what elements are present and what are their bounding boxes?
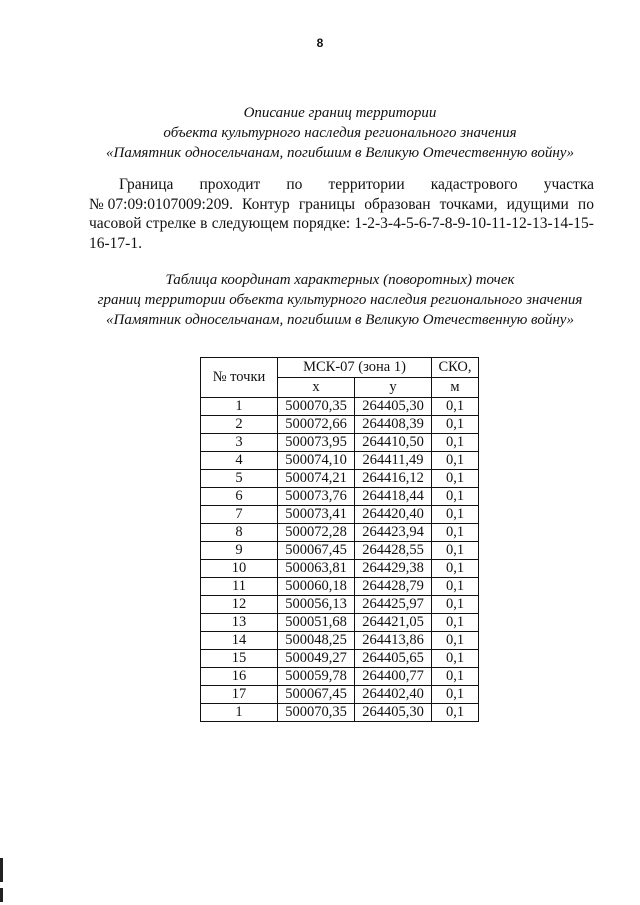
paragraph-word: по — [286, 176, 303, 193]
description-heading-line: объекта культурного наследия регионального значения — [163, 125, 517, 141]
paragraph-word: 16-17-1. — [89, 234, 142, 252]
x-coordinate-cell: 500073,76 — [278, 488, 355, 506]
boundary-description-paragraph — [89, 175, 594, 253]
description-heading-line: Описание границ территории — [243, 105, 437, 121]
sko-cell: 0,1 — [432, 632, 479, 650]
sko-cell: 0,1 — [432, 524, 479, 542]
coordinates-table — [200, 357, 479, 722]
paragraph-word: 1-2-3-4-5-6-7-8-9-10-11-12-13-14-15- — [354, 215, 594, 232]
y-coordinate-cell: 264418,44 — [355, 488, 432, 506]
point-number-cell: 13 — [201, 614, 278, 632]
point-number-cell: 16 — [201, 668, 278, 686]
paragraph-line — [89, 175, 594, 195]
point-number-cell: 12 — [201, 596, 278, 614]
sko-cell: 0,1 — [432, 398, 479, 416]
sko-cell: 0,1 — [432, 488, 479, 506]
x-coordinate-cell: 500073,95 — [278, 434, 355, 452]
point-number-cell: 4 — [201, 452, 278, 470]
paragraph-word: территории — [328, 176, 405, 193]
paragraph-word: часовой — [89, 215, 142, 232]
table-row — [201, 506, 479, 524]
table-row — [201, 542, 479, 560]
x-coordinate-cell: 500070,35 — [278, 704, 355, 722]
header-y: y — [355, 378, 432, 398]
paragraph-word: участка — [543, 176, 594, 193]
y-coordinate-cell: 264429,38 — [355, 560, 432, 578]
paragraph-word: № 07:09:0107009:209. — [89, 195, 233, 213]
paragraph-word: границы — [298, 195, 356, 213]
table-row — [201, 434, 479, 452]
point-number-cell: 1 — [201, 704, 278, 722]
paragraph-word: образован — [364, 195, 431, 213]
sko-cell: 0,1 — [432, 578, 479, 596]
x-coordinate-cell: 500072,28 — [278, 524, 355, 542]
table-row — [201, 560, 479, 578]
paragraph-word: Контур — [242, 195, 290, 213]
sko-cell: 0,1 — [432, 686, 479, 704]
y-coordinate-cell: 264408,39 — [355, 416, 432, 434]
table-row — [201, 452, 479, 470]
table-header-row — [201, 358, 479, 378]
paragraph-word: Граница — [119, 176, 174, 193]
y-coordinate-cell: 264411,49 — [355, 452, 432, 470]
y-coordinate-cell: 264413,86 — [355, 632, 432, 650]
paragraph-word: идущими — [506, 195, 569, 213]
point-number-cell: 10 — [201, 560, 278, 578]
table-row — [201, 596, 479, 614]
paragraph-line — [89, 234, 594, 254]
y-coordinate-cell: 264400,77 — [355, 668, 432, 686]
table-row — [201, 488, 479, 506]
paragraph-word: следующем — [211, 215, 289, 232]
x-coordinate-cell: 500073,41 — [278, 506, 355, 524]
table-row — [201, 524, 479, 542]
y-coordinate-cell: 264405,30 — [355, 704, 432, 722]
table-heading-line: границ территории объекта культурного наследия регионального значения — [97, 292, 583, 308]
table-row — [201, 632, 479, 650]
x-coordinate-cell: 500074,10 — [278, 452, 355, 470]
sko-cell: 0,1 — [432, 560, 479, 578]
x-coordinate-cell: 500067,45 — [278, 542, 355, 560]
table-row — [201, 470, 479, 488]
y-coordinate-cell: 264410,50 — [355, 434, 432, 452]
point-number-cell: 2 — [201, 416, 278, 434]
table-heading-line: Таблица координат характерных (поворотных) точек — [165, 272, 515, 288]
table-row — [201, 668, 479, 686]
page-number: 8 — [316, 36, 324, 50]
header-sko: СКО, — [432, 358, 479, 378]
x-coordinate-cell: 500067,45 — [278, 686, 355, 704]
table-heading-line: «Памятник односельчанам, погибшим в Великую Отечественную войну» — [106, 312, 574, 328]
point-number-cell: 9 — [201, 542, 278, 560]
point-number-cell: 15 — [201, 650, 278, 668]
sko-cell: 0,1 — [432, 434, 479, 452]
paragraph-word: в — [200, 215, 208, 232]
sko-cell: 0,1 — [432, 416, 479, 434]
header-coordinate-system: МСК-07 (зона 1) — [278, 358, 432, 378]
sko-cell: 0,1 — [432, 452, 479, 470]
x-coordinate-cell: 500049,27 — [278, 650, 355, 668]
scan-edge-mark — [0, 858, 3, 882]
paragraph-word: порядке: — [293, 215, 351, 232]
y-coordinate-cell: 264428,55 — [355, 542, 432, 560]
sko-cell: 0,1 — [432, 614, 479, 632]
x-coordinate-cell: 500072,66 — [278, 416, 355, 434]
table-row — [201, 686, 479, 704]
paragraph-word: стрелке — [145, 215, 196, 232]
table-row — [201, 398, 479, 416]
header-unit: м — [432, 378, 479, 398]
y-coordinate-cell: 264421,05 — [355, 614, 432, 632]
header-point-number: № точки — [201, 358, 278, 398]
paragraph-word: кадастрового — [430, 176, 518, 193]
point-number-cell: 11 — [201, 578, 278, 596]
y-coordinate-cell: 264402,40 — [355, 686, 432, 704]
point-number-cell: 14 — [201, 632, 278, 650]
x-coordinate-cell: 500051,68 — [278, 614, 355, 632]
sko-cell: 0,1 — [432, 668, 479, 686]
point-number-cell: 8 — [201, 524, 278, 542]
sko-cell: 0,1 — [432, 704, 479, 722]
table-row — [201, 416, 479, 434]
description-heading — [40, 103, 640, 163]
x-coordinate-cell: 500063,81 — [278, 560, 355, 578]
sko-cell: 0,1 — [432, 506, 479, 524]
y-coordinate-cell: 264428,79 — [355, 578, 432, 596]
point-number-cell: 5 — [201, 470, 278, 488]
paragraph-word: точками, — [439, 195, 498, 213]
point-number-cell: 7 — [201, 506, 278, 524]
paragraph-line — [89, 195, 594, 215]
table-row — [201, 704, 479, 722]
point-number-cell: 6 — [201, 488, 278, 506]
sko-cell: 0,1 — [432, 542, 479, 560]
y-coordinate-cell: 264420,40 — [355, 506, 432, 524]
table-row — [201, 614, 479, 632]
table-row — [201, 650, 479, 668]
point-number-cell: 17 — [201, 686, 278, 704]
y-coordinate-cell: 264405,30 — [355, 398, 432, 416]
x-coordinate-cell: 500059,78 — [278, 668, 355, 686]
table-row — [201, 578, 479, 596]
paragraph-word: по — [577, 195, 594, 213]
table-heading — [40, 270, 640, 330]
paragraph-line — [89, 214, 594, 234]
x-coordinate-cell: 500048,25 — [278, 632, 355, 650]
description-heading-line: «Памятник односельчанам, погибшим в Великую Отечественную войну» — [106, 145, 574, 161]
x-coordinate-cell: 500074,21 — [278, 470, 355, 488]
y-coordinate-cell: 264423,94 — [355, 524, 432, 542]
sko-cell: 0,1 — [432, 596, 479, 614]
paragraph-word: проходит — [199, 176, 261, 193]
y-coordinate-cell: 264405,65 — [355, 650, 432, 668]
point-number-cell: 3 — [201, 434, 278, 452]
y-coordinate-cell: 264425,97 — [355, 596, 432, 614]
x-coordinate-cell: 500060,18 — [278, 578, 355, 596]
scan-edge-mark — [0, 888, 3, 902]
y-coordinate-cell: 264416,12 — [355, 470, 432, 488]
sko-cell: 0,1 — [432, 650, 479, 668]
point-number-cell: 1 — [201, 398, 278, 416]
sko-cell: 0,1 — [432, 470, 479, 488]
x-coordinate-cell: 500070,35 — [278, 398, 355, 416]
header-x: x — [278, 378, 355, 398]
x-coordinate-cell: 500056,13 — [278, 596, 355, 614]
